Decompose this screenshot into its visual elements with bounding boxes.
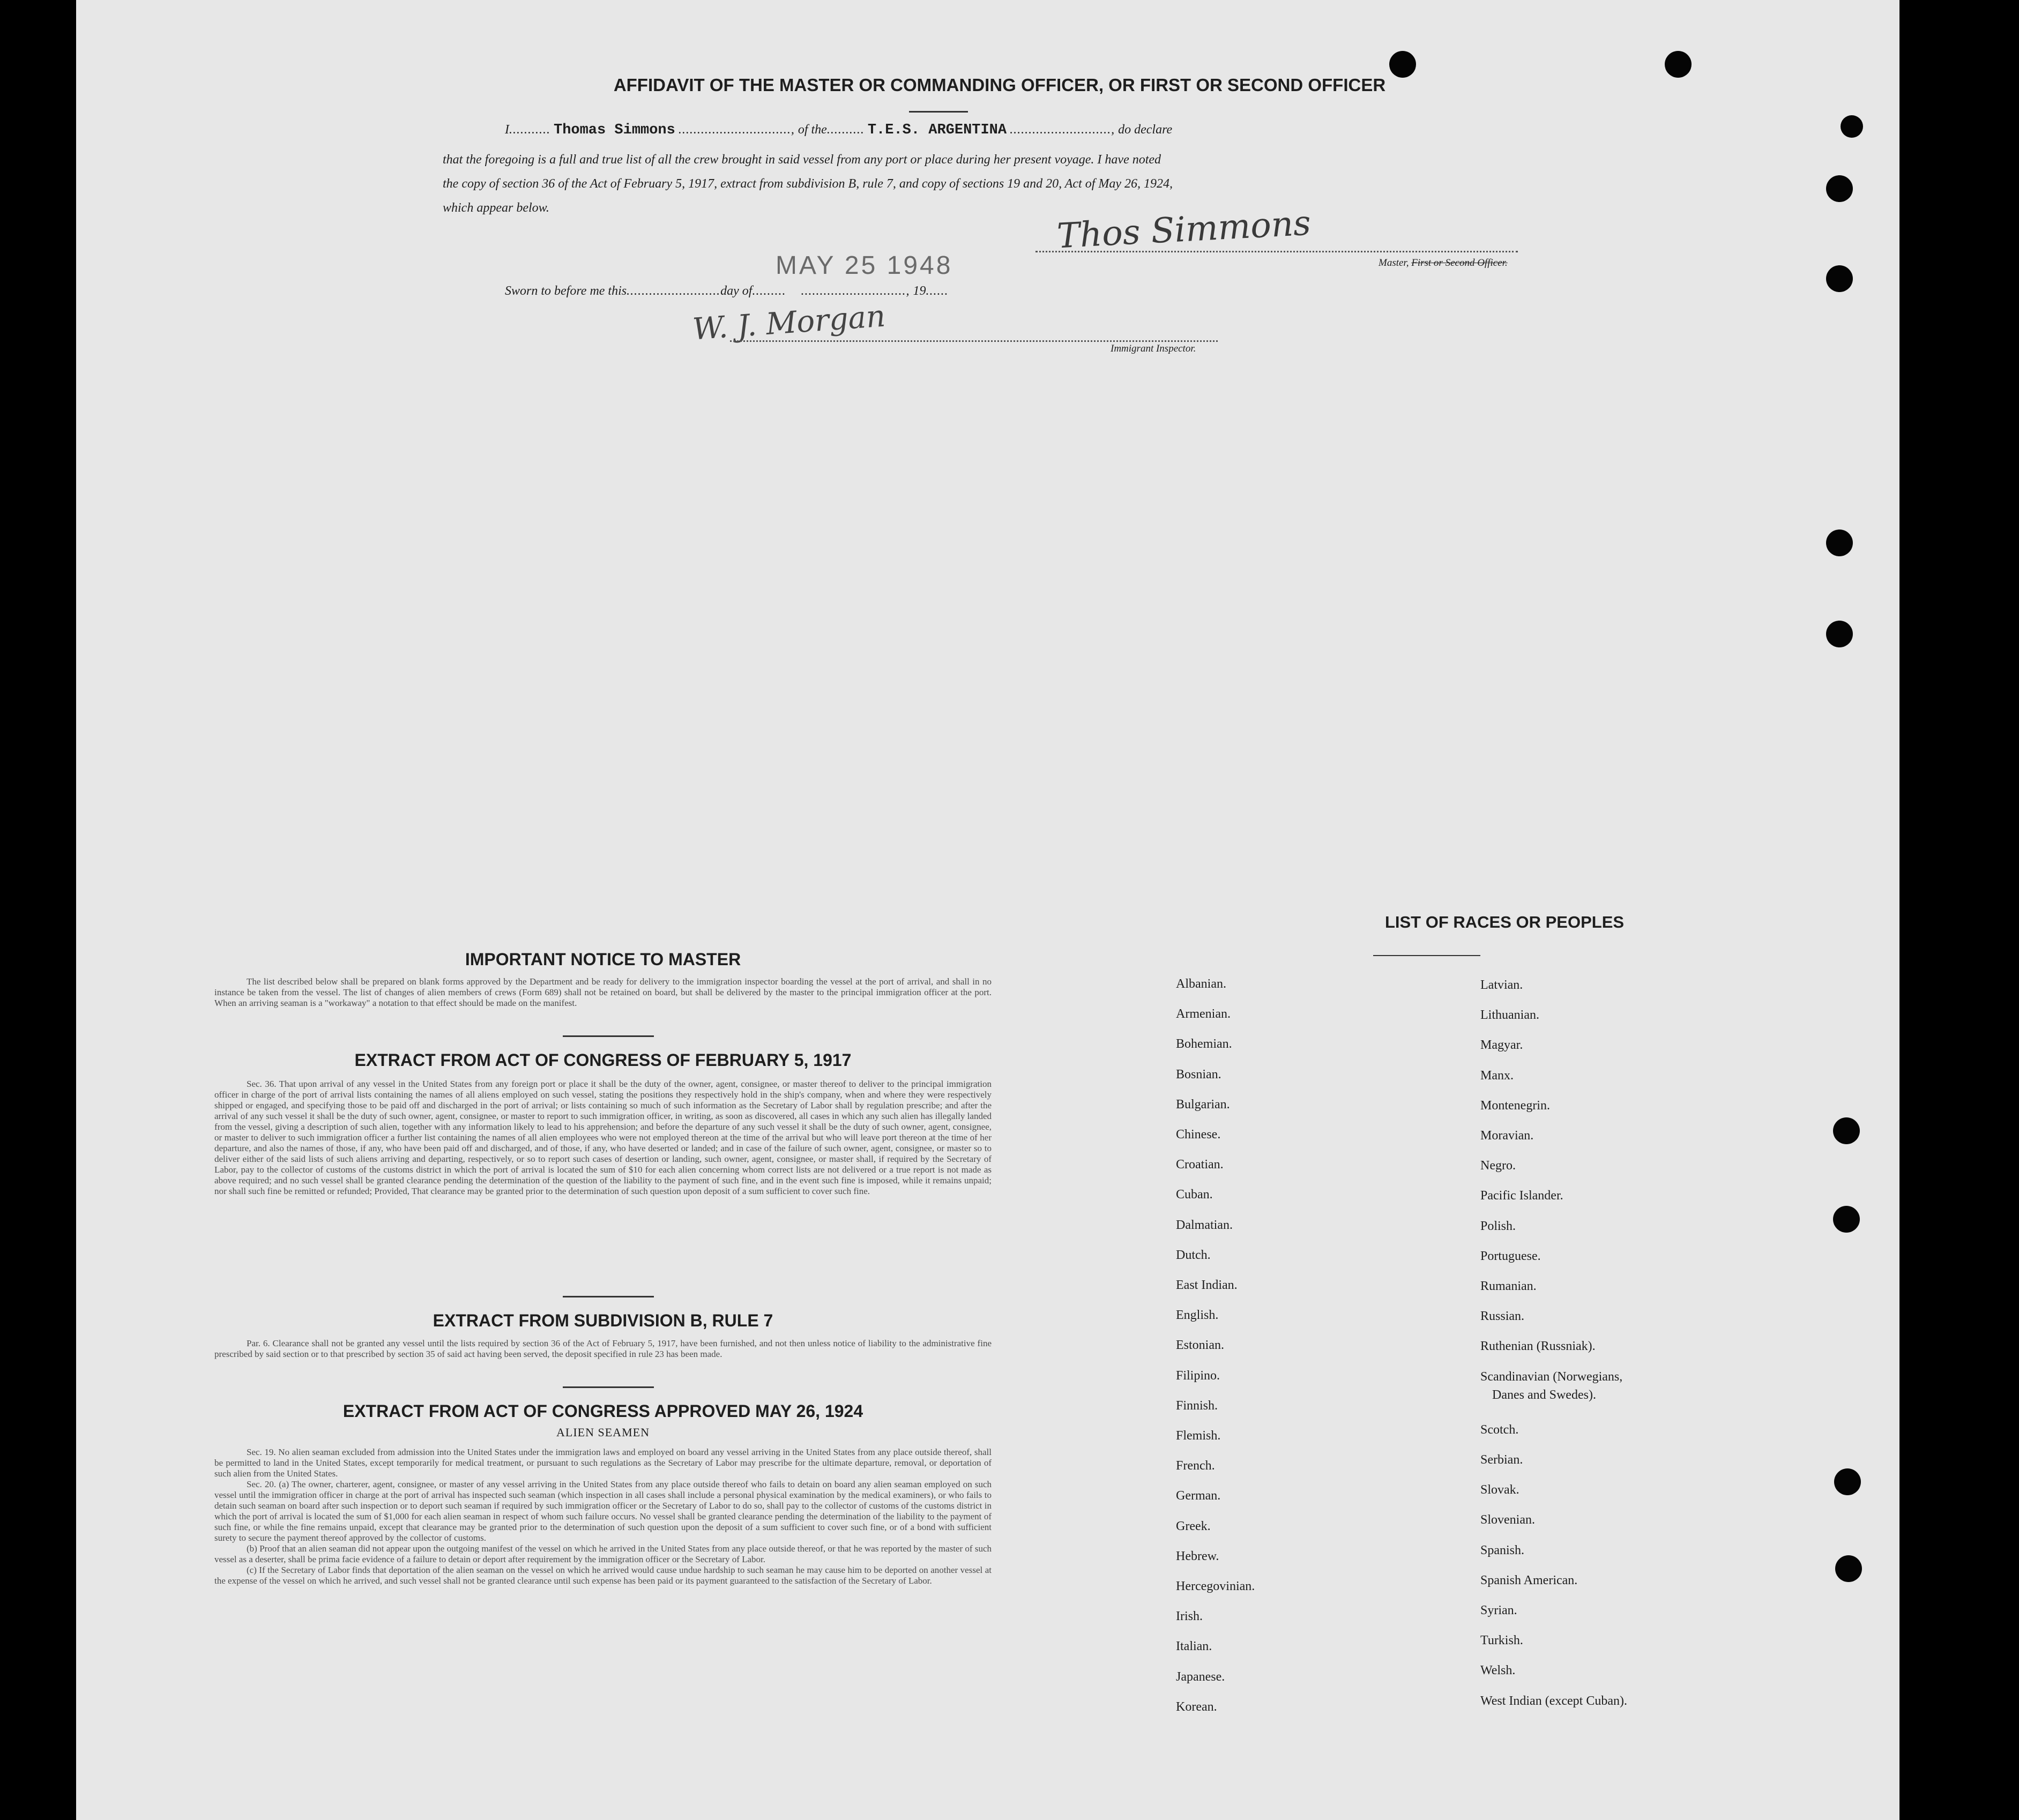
race-item: Armenian. bbox=[1176, 1007, 1231, 1021]
race-item: French. bbox=[1176, 1459, 1215, 1473]
race-item: Slovak. bbox=[1480, 1483, 1519, 1497]
divider bbox=[563, 1035, 654, 1037]
affidavit-i: I bbox=[505, 123, 509, 137]
extract3-body bbox=[214, 1447, 992, 1586]
race-item: Dalmatian. bbox=[1176, 1218, 1233, 1232]
affidavit-line-4: which appear below. bbox=[443, 201, 549, 215]
race-item: Spanish American. bbox=[1480, 1573, 1578, 1587]
race-item: Danes and Swedes). bbox=[1492, 1388, 1596, 1402]
race-item: Slovenian. bbox=[1480, 1513, 1535, 1527]
sworn-line: Sworn to before me this.........................day of......... ............................, 19...... bbox=[505, 284, 949, 298]
race-item: Lithuanian. bbox=[1480, 1008, 1539, 1023]
race-item: Cuban. bbox=[1176, 1188, 1213, 1202]
race-item: Scandinavian (Norwegians, bbox=[1480, 1369, 1623, 1384]
race-item: Hebrew. bbox=[1176, 1549, 1219, 1563]
inspector-signature-line bbox=[730, 340, 1218, 342]
race-item: Manx. bbox=[1480, 1068, 1514, 1083]
sec-20c-text: (c) If the Secretary of Labor finds that deportation of the alien seaman on the vessel on which he arrived would cause undue hardship to such seaman he may cause him to be deported on another vessel at the expense of the vessel on which he arrived, and such vessel shall not be granted clearance until such expense has been paid or its payment guaranteed to the satisfaction of the Secretary of Labor. bbox=[214, 1565, 992, 1586]
race-item: East Indian. bbox=[1176, 1278, 1238, 1292]
inspector-signature: W. J. Morgan bbox=[691, 299, 887, 347]
master-caption: Master, bbox=[1379, 257, 1409, 268]
race-item: Estonian. bbox=[1176, 1338, 1224, 1353]
punch-hole bbox=[1389, 51, 1416, 78]
race-item: Bulgarian. bbox=[1176, 1097, 1230, 1112]
affidavit-line-3: the copy of section 36 of the Act of February 5, 1917, extract from subdivision B, rule 7, and copy of sections 19 and 20, Act of May 26, 1924, bbox=[443, 177, 1173, 191]
sworn-prefix: Sworn to before me this bbox=[505, 284, 627, 298]
race-item: Magyar. bbox=[1480, 1038, 1523, 1053]
punch-hole bbox=[1826, 175, 1853, 202]
race-item: Polish. bbox=[1480, 1219, 1516, 1233]
notice-text: The list described below shall be prepared on blank forms approved by the Department and be ready for delivery to the immigration inspector boarding the vessel at the port of arrival, and shall in no instance be taken from the vessel. The list of changes of alien members of crews (Form 689) shall not be retained on board, but shall be delivered by the master to the principal immigration officer at the port. When an arriving seaman is a "workaway" a notation to that effect should be made on the manifest. bbox=[214, 976, 992, 1008]
race-item: Latvian. bbox=[1480, 978, 1523, 992]
extract2-text: Par. 6. Clearance shall not be granted any vessel until the lists required by section 36 of the Act of February 5, 1917, have been furnished, and not then unless notice of liability to the administrative fine prescribed by said section or to that prescribed by section 35 of said act having been served, the deposit specified in rule 23 has been made. bbox=[214, 1338, 992, 1359]
race-item: Montenegrin. bbox=[1480, 1098, 1550, 1113]
race-item: Moravian. bbox=[1480, 1129, 1534, 1143]
signature-line bbox=[1035, 251, 1518, 252]
race-item: English. bbox=[1176, 1308, 1219, 1323]
extract2-title: EXTRACT FROM SUBDIVISION B, RULE 7 bbox=[433, 1311, 773, 1330]
punch-hole bbox=[1833, 1117, 1860, 1144]
document-page bbox=[76, 0, 1899, 1820]
extract3-title: EXTRACT FROM ACT OF CONGRESS APPROVED MAY 26, 1924 bbox=[342, 1401, 863, 1421]
signature-caption bbox=[1379, 257, 1508, 269]
race-item: Hercegovinian. bbox=[1176, 1579, 1255, 1593]
race-item: Pacific Islander. bbox=[1480, 1189, 1563, 1203]
punch-hole bbox=[1826, 265, 1853, 292]
vessel-name: T.E.S. ARGENTINA bbox=[867, 122, 1007, 138]
inspector-caption: Immigrant Inspector. bbox=[1111, 343, 1196, 354]
sworn-year: 19 bbox=[913, 284, 926, 298]
divider bbox=[909, 111, 968, 113]
punch-hole bbox=[1665, 51, 1692, 78]
race-item: Albanian. bbox=[1176, 977, 1226, 991]
race-item: Bohemian. bbox=[1176, 1037, 1232, 1051]
race-item: West Indian (except Cuban). bbox=[1480, 1694, 1627, 1708]
race-item: Ruthenian (Russniak). bbox=[1480, 1339, 1596, 1354]
race-item: Serbian. bbox=[1480, 1453, 1523, 1467]
race-item: Filipino. bbox=[1176, 1368, 1220, 1383]
race-item: Italian. bbox=[1176, 1639, 1212, 1654]
sec-20b-text: (b) Proof that an alien seaman did not appear upon the outgoing manifest of the vessel on which he arrived in the United States from any place outside thereof, or that he was reported by the master of such vessel as a deserter, shall be prima facie evidence of a failure to detain or deport after requirement by the immigration officer or the Secretary of Labor. bbox=[214, 1543, 992, 1564]
race-item: Finnish. bbox=[1176, 1398, 1218, 1413]
divider bbox=[563, 1296, 654, 1297]
punch-hole bbox=[1826, 529, 1853, 556]
race-item: Welsh. bbox=[1480, 1664, 1516, 1678]
struck-officer-caption: First or Second Officer. bbox=[1411, 257, 1508, 268]
race-item: Bosnian. bbox=[1176, 1067, 1221, 1081]
master-signature: Thos Simmons bbox=[1056, 203, 1312, 257]
divider bbox=[1373, 955, 1480, 956]
race-item: Scotch. bbox=[1480, 1422, 1519, 1437]
sworn-day: day of bbox=[720, 284, 753, 298]
do-declare-label: do declare bbox=[1118, 123, 1173, 137]
race-item: German. bbox=[1176, 1489, 1221, 1503]
race-item: Portuguese. bbox=[1480, 1249, 1541, 1263]
race-item: Negro. bbox=[1480, 1159, 1516, 1173]
race-item: Japanese. bbox=[1176, 1669, 1225, 1684]
extract1-title: EXTRACT FROM ACT OF CONGRESS OF FEBRUARY 5, 1917 bbox=[354, 1050, 852, 1070]
punch-hole bbox=[1833, 1206, 1860, 1233]
affidavit-title: AFFIDAVIT OF THE MASTER OR COMMANDING OFFICER, OR FIRST OR SECOND OFFICER bbox=[613, 75, 1386, 95]
race-item: Russian. bbox=[1480, 1309, 1525, 1324]
race-item: Chinese. bbox=[1176, 1128, 1221, 1142]
race-item: Turkish. bbox=[1480, 1633, 1523, 1648]
punch-hole bbox=[1834, 1468, 1861, 1495]
race-item: Irish. bbox=[1176, 1609, 1203, 1624]
sec-20a-text: Sec. 20. (a) The owner, charterer, agent, consignee, or master of any vessel arriving in the United States from any place outside thereof who fails to detain on board any alien seaman employed on such vessel until the immigration officer in charge at the port of arrival has inspected such seaman (which inspection in all cases shall include a personal physical examination by the medical examiners), or who fails to detain such seaman on board after such inspection or to deport such seaman if required by such immigration officer or the Secretary of Labor to do so, shall pay to the collector of customs of the customs district in which the port of arrival is located the sum of $1,000 for each alien seaman in respect of whom such failure occurs. No vessel shall be granted clearance pending the determination of the liability to the payment of such fine, or while the fine remains unpaid, except that clearance may be granted prior to the determination of such question upon the deposit of a sum sufficient to cover such fine, or of a bond with sufficient surety to secure the payment thereof approved by the collector of customs. bbox=[214, 1479, 992, 1543]
punch-hole bbox=[1841, 115, 1863, 138]
sec-19-text: Sec. 19. No alien seaman excluded from admission into the United States under the immigration laws and employed on board any vessel arriving in the United States from any place outside thereof, shall be permitted to land in the United States, except temporarily for medical treatment, or pursuant to such regulations as the Secretary of Labor may prescribe for the ultimate departure, removal, or deportation of such alien from the United States. bbox=[214, 1447, 992, 1479]
race-item: Rumanian. bbox=[1480, 1279, 1537, 1293]
extract1-text: Sec. 36. That upon arrival of any vessel in the United States from any foreign port or place it shall be the duty of the owner, agent, consignee, or master thereof to deliver to the principal immigration officer in charge of the port of arrival lists containing the names of all aliens employed on such vessel, stating the positions they respectively hold in the ship's company, when and where they were respectively shipped or engaged, and specifying those to be paid off and discharged in the port of arrival; or lists containing so much of such information as the Secretary of Labor shall by regulation prescribe; and after the arrival of any such vessel it shall be the duty of such owner, agent, consignee, or master to report to such immigration officer, in writing, as soon as discovered, all cases in which any such alien has illegally landed from the vessel, giving a description of such alien, together with any information likely to lead to his apprehension; and before the departure of any such vessel it shall be the duty of such owner, agent, consignee, or master to deliver to such immigration officer a further list containing the names of all alien employees who were not employed thereon at the time of the arrival but who will leave port thereon at the time of her departure, and also the names of those, if any, who have been paid off and discharged, and of those, if any, who have deserted or landed; and in case of the failure of such owner, agent, consignee, or master so to deliver either of the said lists of such aliens arriving and departing, respectively, or so to report such cases of desertion or landing, such owner, agent, consignee, or master shall, if required by the Secretary of Labor, pay to the collector of customs of the customs district in which the port of arrival is located the sum of $10 for each alien concerning whom correct lists are not delivered or a true report is not made as above required; and no such vessel shall be granted clearance pending the determination of the question of the liability to the payment of such fine, and in the event such fine is imposed, while it remains unpaid; nor shall such fine be remitted or refunded; Provided, That clearance may be granted prior to the determination of such question upon deposit of a sum sufficient to cover such fine. bbox=[214, 1079, 992, 1196]
race-item: Flemish. bbox=[1176, 1429, 1221, 1443]
races-title: LIST OF RACES OR PEOPLES bbox=[1384, 913, 1625, 931]
affidavit-line-2: that the foregoing is a full and true list of all the crew brought in said vessel from any port or place during her present voyage. I have noted bbox=[443, 153, 1161, 167]
race-item: Syrian. bbox=[1480, 1603, 1517, 1617]
divider bbox=[563, 1386, 654, 1388]
date-stamp: MAY 25 1948 bbox=[776, 251, 953, 280]
extract3-subtitle: ALIEN SEAMEN bbox=[556, 1426, 650, 1439]
notice-title: IMPORTANT NOTICE TO MASTER bbox=[465, 950, 741, 969]
race-item: Dutch. bbox=[1176, 1248, 1211, 1262]
race-item: Korean. bbox=[1176, 1699, 1217, 1714]
race-item: Croatian. bbox=[1176, 1158, 1224, 1172]
affidavit-line-1: I........... Thomas Simmons .............................., of the.......... T.E.S. ARGENTINA ..........................., do declare bbox=[505, 122, 1173, 138]
race-item: Greek. bbox=[1176, 1519, 1211, 1533]
race-item: Spanish. bbox=[1480, 1543, 1525, 1557]
punch-hole bbox=[1835, 1555, 1862, 1582]
punch-hole bbox=[1826, 621, 1853, 647]
of-the-label: of the bbox=[798, 123, 827, 137]
master-name: Thomas Simmons bbox=[554, 122, 675, 138]
